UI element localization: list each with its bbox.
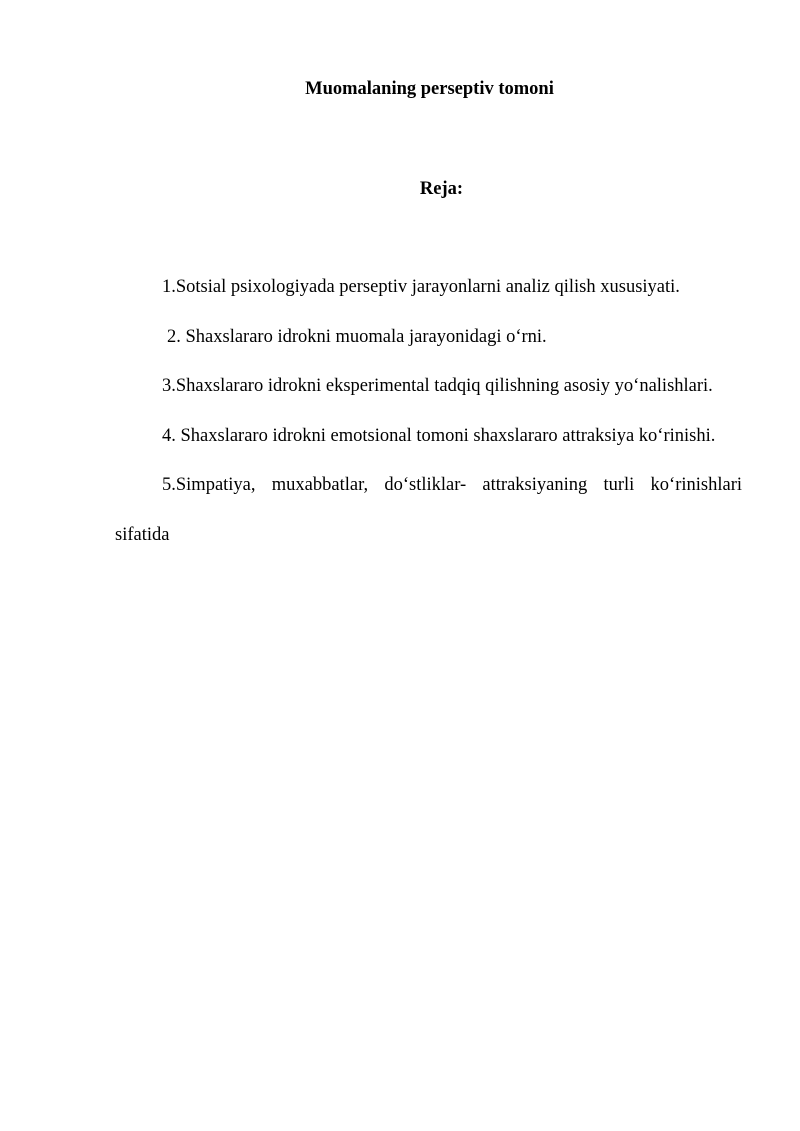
document-title: Muomalaning perseptiv tomoni [305,79,554,99]
plan-item-3: 3.Shaxslararo idrokni eksperimental tadqiq qilishning asosiy yo‘nalishlari. [162,376,713,396]
plan-item-5: 5.Simpatiya, muxabbatlar, do‘stliklar- attraksiyaning turli ko‘rinishlari sifatida [115,475,742,545]
plan-item-1: 1.Sotsial psixologiyada perseptiv jarayonlarni analiz qilish xususiyati. [162,277,680,297]
plan-item-2: 2. Shaxslararo idrokni muomala jarayonidagi o‘rni. [167,326,547,347]
plan-item-4: 4. Shaxslararo idrokni emotsional tomoni shaxslararo attraksiya ko‘rinishi. [162,425,716,446]
plan-heading: Reja: [419,179,464,199]
plan-list [115,263,742,560]
